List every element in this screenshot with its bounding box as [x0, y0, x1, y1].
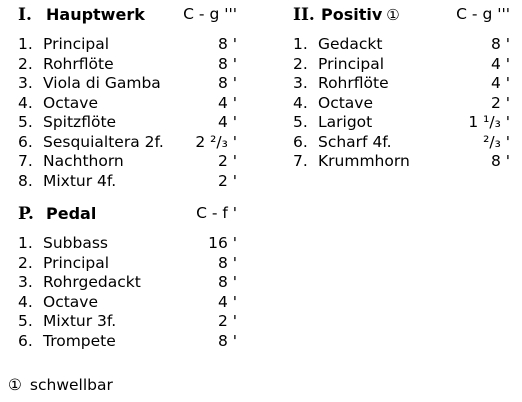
stop-name: Octave: [43, 292, 99, 311]
stop-row: [18, 172, 237, 192]
stop-name: Mixtur 3f.: [43, 312, 117, 330]
division-pedal: [18, 204, 237, 351]
stop-name: Rohrgedackt: [43, 273, 141, 291]
stop-name: Mixtur 4f.: [43, 171, 117, 190]
stop-name: Rohrflöte: [43, 54, 114, 73]
footnote: [8, 376, 113, 394]
stop-row: [18, 152, 237, 172]
division-header: [293, 5, 510, 29]
division-name-wrap: [321, 5, 400, 24]
stop-number: 2.: [18, 253, 33, 272]
stop-pitch: 2 ²/₃ ': [195, 132, 237, 151]
division-numeral: II.: [293, 5, 315, 25]
stop-pitch: 2 ': [217, 171, 237, 190]
stop-number: 4.: [18, 292, 33, 311]
stop-pitch: 4 ': [217, 292, 237, 311]
stop-list: [18, 234, 237, 351]
stop-row: [293, 55, 510, 75]
stop-pitch: 1 ¹/₃ ': [468, 113, 510, 131]
stop-number: 7.: [293, 152, 308, 170]
stop-row: [18, 113, 237, 133]
stop-row: [18, 74, 237, 94]
stop-list: [293, 35, 510, 172]
division-hauptwerk: [18, 5, 237, 191]
stop-name: Subbass: [43, 234, 108, 252]
stop-number: 1.: [18, 35, 33, 53]
stop-name: Sesquialtera 2f.: [43, 132, 164, 151]
stop-row: [18, 55, 237, 75]
stop-pitch: 2 ': [217, 312, 237, 330]
stop-pitch: 4 ': [490, 74, 510, 92]
stop-pitch: 8 ': [490, 35, 510, 53]
stop-row: [293, 35, 510, 55]
stop-pitch: 2 ': [217, 152, 237, 170]
division-positiv: [293, 5, 510, 172]
stop-row: [18, 273, 237, 293]
division-compass: C - f ': [196, 204, 237, 222]
swell-mark-icon: ①: [8, 376, 22, 394]
stop-name: Larigot: [318, 113, 373, 131]
stop-list: [18, 35, 237, 191]
stop-number: 5.: [293, 113, 308, 131]
stop-number: 3.: [18, 74, 33, 92]
stop-number: 6.: [293, 132, 308, 151]
stop-name: Viola di Gamba: [43, 74, 161, 92]
stop-number: 1.: [293, 35, 308, 53]
stop-row: [18, 312, 237, 332]
stop-row: [18, 332, 237, 352]
division-header: [18, 204, 237, 228]
stop-row: [18, 254, 237, 274]
stop-name: Octave: [318, 93, 374, 112]
stop-name: Octave: [43, 93, 99, 112]
stop-name: Scharf 4f.: [318, 132, 392, 151]
stop-number: 6.: [18, 132, 33, 151]
stop-pitch: 8 ': [217, 54, 237, 73]
stop-pitch: ²/₃ ': [483, 132, 510, 151]
stop-number: 5.: [18, 312, 33, 330]
stop-name: Principal: [318, 54, 385, 73]
stop-pitch: 4 ': [217, 113, 237, 131]
stop-number: 1.: [18, 234, 33, 252]
stop-name: Spitzflöte: [43, 113, 117, 131]
stop-row: [18, 234, 237, 254]
stop-number: 5.: [18, 113, 33, 131]
division-name: Pedal: [46, 204, 97, 223]
swell-mark-icon: ①: [386, 6, 400, 24]
stop-name: Principal: [43, 253, 110, 272]
stop-pitch: 2 ': [490, 93, 510, 112]
division-name: Positiv: [321, 5, 383, 24]
stop-row: [293, 94, 510, 114]
division-compass: C - g ''': [183, 5, 237, 23]
stop-number: 3.: [18, 273, 33, 291]
stop-row: [293, 133, 510, 153]
stop-pitch: 8 ': [217, 35, 237, 53]
footnote-text: schwellbar: [29, 376, 113, 394]
stop-pitch: 8 ': [490, 152, 510, 170]
stop-number: 2.: [18, 54, 33, 73]
stop-pitch: 8 ': [217, 74, 237, 92]
stop-number: 4.: [293, 93, 308, 112]
stop-row: [293, 152, 510, 172]
stop-row: [18, 94, 237, 114]
stop-pitch: 16 ': [208, 234, 237, 252]
stop-name: Rohrflöte: [318, 74, 389, 92]
stop-number: 3.: [293, 74, 308, 92]
division-numeral: P.: [18, 204, 34, 224]
stop-pitch: 8 ': [217, 273, 237, 291]
stop-pitch: 4 ': [490, 54, 510, 73]
division-numeral: I.: [18, 5, 32, 25]
stop-pitch: 8 ': [217, 331, 237, 350]
stop-name: Principal: [43, 35, 110, 53]
stop-number: 8.: [18, 171, 33, 190]
stop-number: 7.: [18, 152, 33, 170]
stop-row: [18, 35, 237, 55]
stop-row: [18, 293, 237, 313]
stop-number: 4.: [18, 93, 33, 112]
stop-row: [293, 74, 510, 94]
stop-pitch: 4 ': [217, 93, 237, 112]
division-compass: C - g ''': [456, 5, 510, 23]
division-name: Hauptwerk: [46, 5, 145, 24]
stop-name: Krummhorn: [318, 152, 410, 170]
stop-row: [18, 133, 237, 153]
stop-number: 6.: [18, 331, 33, 350]
stop-number: 2.: [293, 54, 308, 73]
stop-row: [293, 113, 510, 133]
stop-pitch: 8 ': [217, 253, 237, 272]
division-header: [18, 5, 237, 29]
stop-name: Gedackt: [318, 35, 383, 53]
stop-name: Trompete: [43, 331, 116, 350]
stop-name: Nachthorn: [43, 152, 124, 170]
